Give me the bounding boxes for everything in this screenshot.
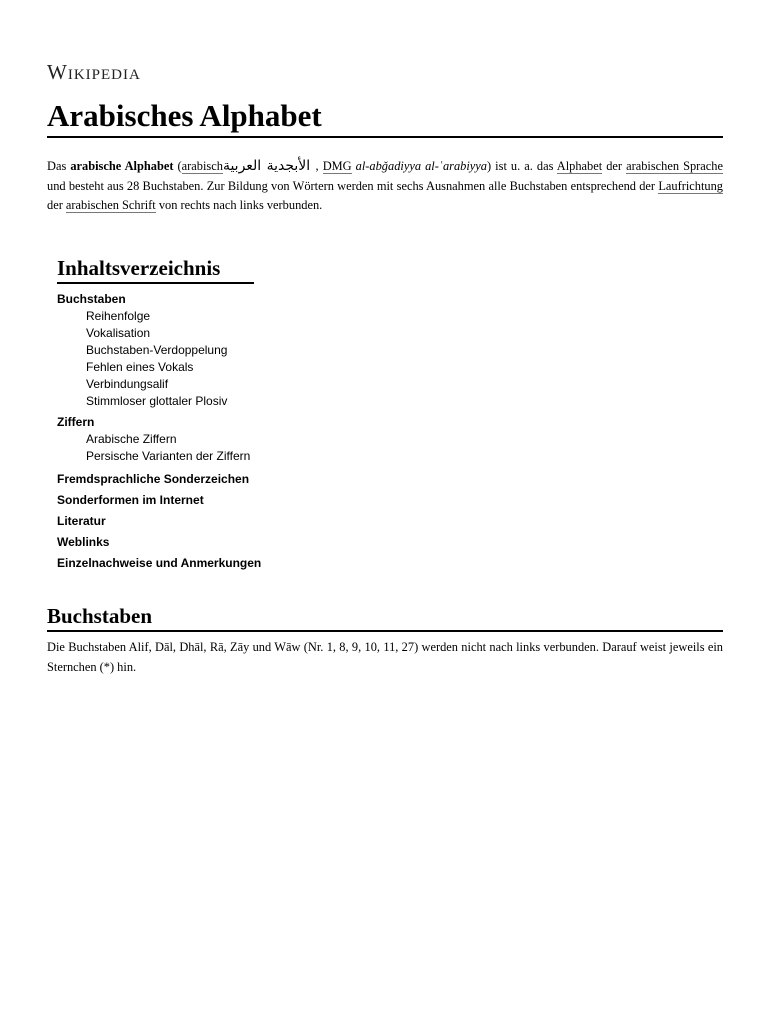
intro-text: ) ist u. a. das <box>487 159 557 173</box>
intro-text: ( <box>173 159 182 173</box>
table-of-contents <box>57 254 657 572</box>
intro-text: der <box>47 198 66 212</box>
toc-link-verbindungsalif[interactable]: Verbindungsalif <box>86 377 169 391</box>
intro-text: , <box>315 159 323 173</box>
toc-title: Inhaltsverzeichnis <box>57 254 254 284</box>
arabic-script-text: الأبجدية العربية <box>222 158 316 174</box>
toc-list <box>57 291 657 572</box>
toc-item <box>57 291 657 410</box>
toc-link-arabische-ziffern[interactable]: Arabische Ziffern <box>86 432 177 446</box>
toc-link-persische-varianten[interactable]: Persische Varianten der Ziffern <box>86 449 251 463</box>
toc-link-fremdsprachliche-sonderzeichen[interactable]: Fremdsprachliche Sonderzeichen <box>57 472 250 486</box>
toc-link-weblinks[interactable]: Weblinks <box>57 535 110 549</box>
toc-item <box>57 414 657 465</box>
toc-link-vokalisation[interactable]: Vokalisation <box>86 326 151 340</box>
toc-item <box>57 534 657 551</box>
link-alphabet[interactable]: Alphabet <box>556 159 603 173</box>
toc-link-buchstaben-verdoppelung[interactable]: Buchstaben-Verdoppelung <box>86 343 228 357</box>
toc-link-einzelnachweise[interactable]: Einzelnachweise und Anmerkungen <box>57 556 262 570</box>
transliteration: al-abǧadiyya al-ʿarabiyya <box>355 159 488 173</box>
toc-link-fehlen-eines-vokals[interactable]: Fehlen eines Vokals <box>86 360 194 374</box>
toc-item <box>57 513 657 530</box>
intro-text: von rechts nach links verbunden. <box>155 198 323 212</box>
toc-link-buchstaben[interactable]: Buchstaben <box>57 292 126 306</box>
section-paragraph: Die Buchstaben Alif, Dāl, Dhāl, Rā, Zāy und Wāw (Nr. 1, 8, 9, 10, 11, 27) werden nicht nach links verbunden. Darauf weist jeweils ein Sternchen (*) hin. <box>47 640 723 674</box>
toc-link-literatur[interactable]: Literatur <box>57 514 106 528</box>
link-laufrichtung[interactable]: Laufrichtung <box>658 178 723 193</box>
intro-text: der <box>602 159 627 173</box>
intro-text: Das <box>47 159 71 173</box>
link-arabische-schrift[interactable]: arabischen Schrift <box>65 198 156 212</box>
toc-item <box>57 555 657 572</box>
toc-sublist <box>57 308 657 410</box>
intro-paragraph <box>47 157 723 216</box>
toc-link-reihenfolge[interactable]: Reihenfolge <box>86 309 151 323</box>
link-arabisch[interactable]: arabisch <box>181 159 223 173</box>
toc-item <box>57 492 657 509</box>
toc-sublist <box>57 431 657 465</box>
page-title: Arabisches Alphabet <box>47 96 723 138</box>
section-heading-buchstaben: Buchstaben <box>47 602 723 632</box>
toc-link-stimmloser-glottaler-plosiv[interactable]: Stimmloser glottaler Plosiv <box>86 394 228 408</box>
link-dmg[interactable]: DMG <box>322 159 352 173</box>
wikipedia-logo[interactable]: Wikipedia <box>47 60 141 84</box>
intro-text: und besteht aus 28 Buchstaben. Zur Bildung von Wörtern werden mit sechs Ausnahmen alle Buchstaben entsprechend der <box>47 178 659 193</box>
toc-link-sonderformen-im-internet[interactable]: Sonderformen im Internet <box>57 493 204 507</box>
link-arabische-sprache[interactable]: arabischen Sprache <box>626 159 723 173</box>
intro-bold-term: arabische Alphabet <box>70 159 174 173</box>
toc-item <box>57 471 657 488</box>
toc-link-ziffern[interactable]: Ziffern <box>57 415 95 429</box>
